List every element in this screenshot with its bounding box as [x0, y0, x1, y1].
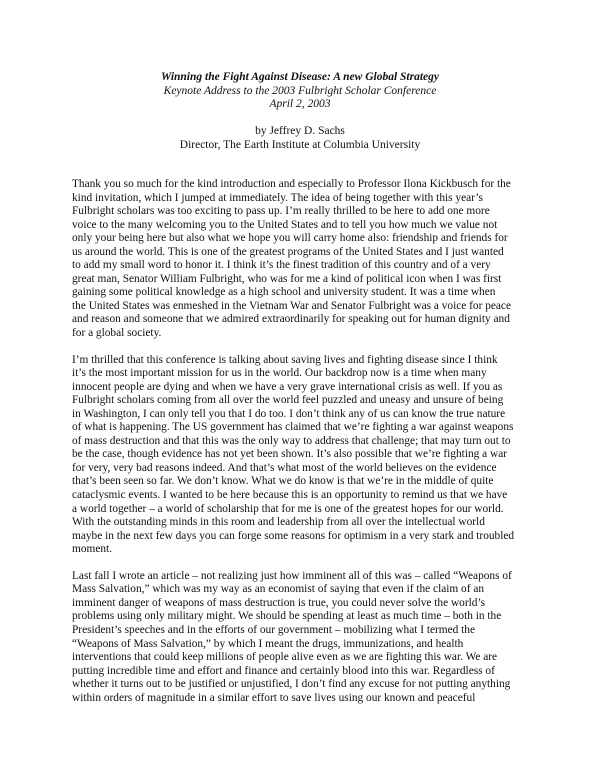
text-line: it’s the most important mission for us in the world. Our backdrop now is a time when many: [72, 367, 487, 380]
text-line: maybe in the next few days you can forge some reasons for optimism in a very stark and troubled: [72, 529, 515, 542]
text-line: Fulbright scholars was too exciting to pass up. I’m really thrilled to be here to add one more: [72, 205, 490, 218]
text-line: Mass Salvation,” which was my way as an economist of saying that even if the claim of an: [72, 583, 485, 596]
text-line: be the case, though evidence has not yet been shown. It’s also possible that we’re fighting a war: [72, 448, 508, 461]
text-line: that’s been seen so far. We don’t know. What we do know is that we’re in the middle of quite: [72, 475, 494, 488]
text-line: to add my small word to honor it. I think it’s the finest tradition of this country and of a very: [72, 259, 491, 272]
text-line: great man, Senator William Fulbright, who was for me a kind of political icon when I was first: [72, 272, 502, 285]
byline: [0, 124, 600, 152]
text-line: Thank you so much for the kind introduction and especially to Professor Ilona Kickbusch for the: [72, 178, 511, 190]
text-line: putting incredible time and effort and finance and certainly blood into this war. Regardless of: [72, 664, 495, 677]
text-line: whether it turns out to be justified or unjustified, I don’t find any excuse for not putting anything: [72, 678, 511, 691]
text-line: voice to the many welcoming you to the United States and to tell you how much we value not: [72, 218, 498, 231]
text-line: kind invitation, which I jumped at immediately. The idea of being together with this year’s: [72, 191, 483, 204]
text-line: a world together – a world of scholarship that for me is one of the greatest hopes for our world.: [72, 502, 504, 515]
document-date: April 2, 2003: [269, 98, 331, 110]
text-line: imminent danger of weapons of mass destruction is true, you could never solve the world’s: [72, 596, 486, 609]
text-line: Fulbright scholars coming from all over the world feel puzzled and uneasy and unsure of being: [72, 394, 504, 407]
document-header: [0, 71, 600, 112]
text-line: within orders of magnitude in a similar effort to save lives using our known and peaceful: [72, 691, 476, 704]
body-paragraph: [72, 354, 530, 557]
author-affiliation: Director, The Earth Institute at Columbia University: [179, 139, 421, 151]
text-line: cataclysmic events. I wanted to be here because this is an opportunity to remind us that we have: [72, 489, 508, 502]
text-line: us around the world. This is one of the greatest programs of the United States and I just wanted: [72, 245, 504, 258]
text-line: I’m thrilled that this conference is talking about saving lives and fighting disease since I think: [72, 353, 498, 366]
document-body: [72, 178, 530, 718]
text-line: With the outstanding minds in this room and leadership from all over the intellectual world: [72, 516, 485, 529]
text-line: Last fall I wrote an article – not realizing just how imminent all of this was – called “Weapons of: [72, 569, 512, 582]
document-title: Winning the Fight Against Disease: A new Global Strategy: [161, 71, 439, 83]
text-line: problems using only military might. We should be spending at least as much time – both in the: [72, 610, 502, 623]
author-name: by Jeffrey D. Sachs: [255, 125, 345, 137]
text-line: of what is happening. The US government has claimed that we’re fighting a war against weapons: [72, 421, 514, 434]
text-line: only your being here but also what we hope you will carry home also: friendship and friends for: [72, 232, 508, 245]
body-paragraph: [72, 570, 530, 705]
text-line: in Washington, I can only tell you that I do too. I don’t think any of us can know the true nature: [72, 407, 506, 420]
text-line: “Weapons of Mass Salvation,” by which I meant the drugs, immunizations, and health: [72, 637, 464, 650]
text-line: the United States was enmeshed in the Vietnam War and Senator Fulbright was a voice for peace: [72, 299, 512, 312]
text-line: of mass destruction and that this was the only way to address that challenge; that may turn out to: [72, 434, 511, 447]
text-line: and reason and someone that we admired extraordinarily for speaking out for human dignity and: [72, 313, 510, 326]
text-line: moment.: [72, 543, 113, 556]
body-paragraph: [72, 178, 530, 341]
text-line: for very, very bad reasons indeed. And that’s what most of the world believes on the evidence: [72, 461, 497, 474]
document-subtitle: Keynote Address to the 2003 Fulbright Scholar Conference: [163, 84, 437, 97]
text-line: innocent people are dying and when we have a very grave international crisis as well. If you as: [72, 380, 503, 393]
text-line: interventions that could keep millions of people alive even as we are fighting this war. We are: [72, 651, 498, 664]
text-line: gaining some political knowledge as a high school and university student. It was a time when: [72, 286, 496, 299]
text-line: President’s speeches and in the efforts of our government – mobilizing what I termed the: [72, 623, 476, 636]
text-line: for a global society.: [72, 327, 162, 340]
